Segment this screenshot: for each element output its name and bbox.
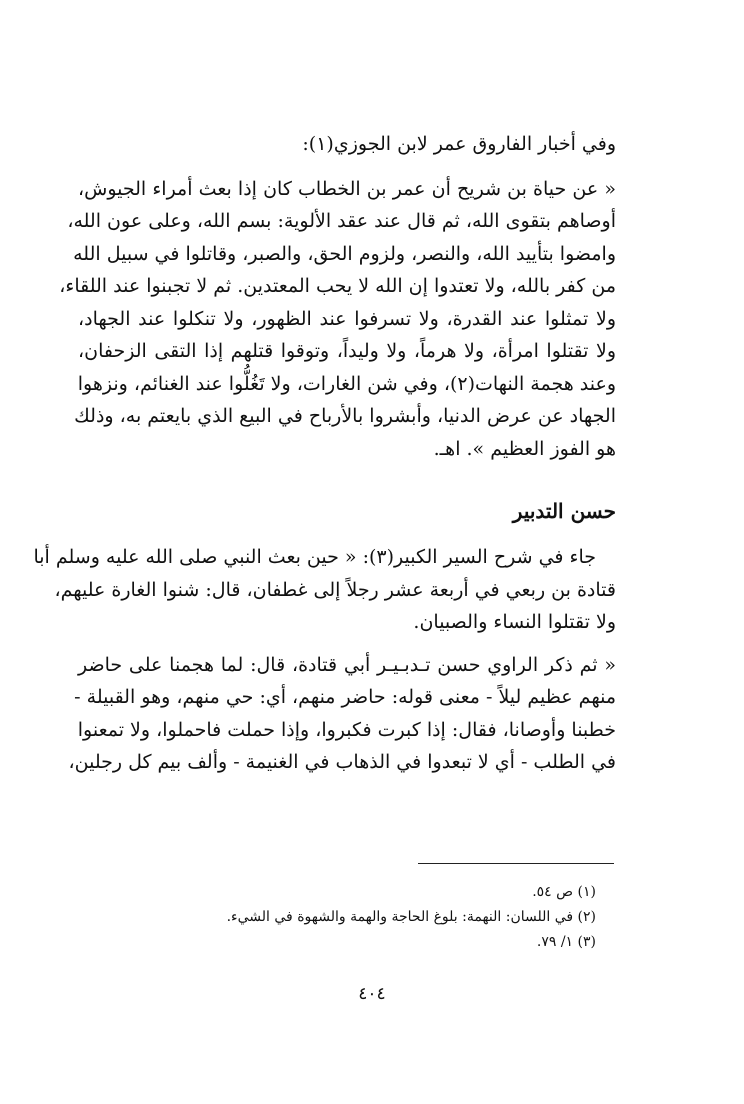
spacer <box>78 639 616 649</box>
text-line: قتادة بن ربعي في أربعة عشر رجلاً إلى غطفان، قال: شنوا الغارة عليهم، <box>54 578 616 601</box>
spacer <box>78 465 616 495</box>
umar-quote-paragraph <box>59 173 616 466</box>
text-line: ولا تقتلوا النساء والصبيان. <box>413 611 616 633</box>
text-line: هو الفوز العظيم ». اهـ. <box>433 437 616 460</box>
text-line: « ثم ذكر الراوي حسن تـدبـيـر أبي قتادة، قال: لما هجمنا على حاضر <box>78 653 616 676</box>
text-line: وامضوا بتأييد الله، والنصر، ولزوم الحق، والصبر، وقاتلوا في سبيل الله <box>73 242 616 265</box>
footnote-2: (٢) في اللسان: النهمة: بلوغ الحاجة والهمة والشهوة في الشيء. <box>226 909 596 925</box>
abu-qatada-paragraph <box>68 649 616 779</box>
page-number: ٤٠٤ <box>358 984 386 1004</box>
text-line: جاء في شرح السير الكبير(٣): « حين بعث النبي صلى الله عليه وسلم أبا <box>33 546 596 568</box>
text-line: ولا تقتلوا امرأة، ولا هرماً، ولا وليداً، وتوقوا قتلهم إذا التقى الزحفان، <box>78 340 616 362</box>
text-line: منهم عظيم ليلاً - معنى قوله: حاضر منهم، أي: حي منهم، وهو القبيلة - <box>74 686 616 708</box>
footnote-divider <box>418 863 614 864</box>
text-line: ولا تمثلوا عند القدرة، ولا تسرفوا عند الظهور، ولا تنكلوا عند الجهاد، <box>78 307 616 330</box>
spacer <box>78 161 616 173</box>
footnote-3: (٣) ١/ ٧٩. <box>536 934 596 950</box>
footnotes <box>226 880 596 955</box>
text-line: أوصاهم بتقوى الله، ثم قال عند عقد الألوية: بسم الله، وعلى عون الله، <box>67 210 616 232</box>
text-line: في الطلب - أي لا تبعدوا في الذهاب في الغنيمة - وألف بيم كل رجلين، <box>68 751 616 773</box>
section-heading: حسن التدبير <box>512 499 616 523</box>
text-line: وعند هجمة النهات(٢)، وفي شن الغارات، ولا تَغُلُّوا عند الغنائم، ونزهوا <box>77 372 616 395</box>
sharh-paragraph <box>33 541 616 639</box>
intro-line: وفي أخبار الفاروق عمر لابن الجوزي(١): <box>302 133 616 155</box>
section-intro <box>78 128 616 161</box>
text-line: خطبنا وأوصانا، فقال: إذا كبرت فكبروا، وإذا حملت فاحملوا، ولا تمعنوا <box>77 718 616 741</box>
footnote-1: (١) ص ٥٤. <box>532 884 596 900</box>
main-text <box>33 128 616 779</box>
text-line: « عن حياة بن شريح أن عمر بن الخطاب كان إذا بعث أمراء الجيوش، <box>78 177 616 200</box>
text-line: الجهاد عن عرض الدنيا، وأبشروا بالأرباح في البيع الذي بايعتم به، وذلك <box>74 405 616 427</box>
spacer <box>78 527 616 541</box>
text-line: من كفر بالله، ولا تعتدوا إن الله لا يحب المعتدين. ثم لا تجبنوا عند اللقاء، <box>59 275 616 297</box>
